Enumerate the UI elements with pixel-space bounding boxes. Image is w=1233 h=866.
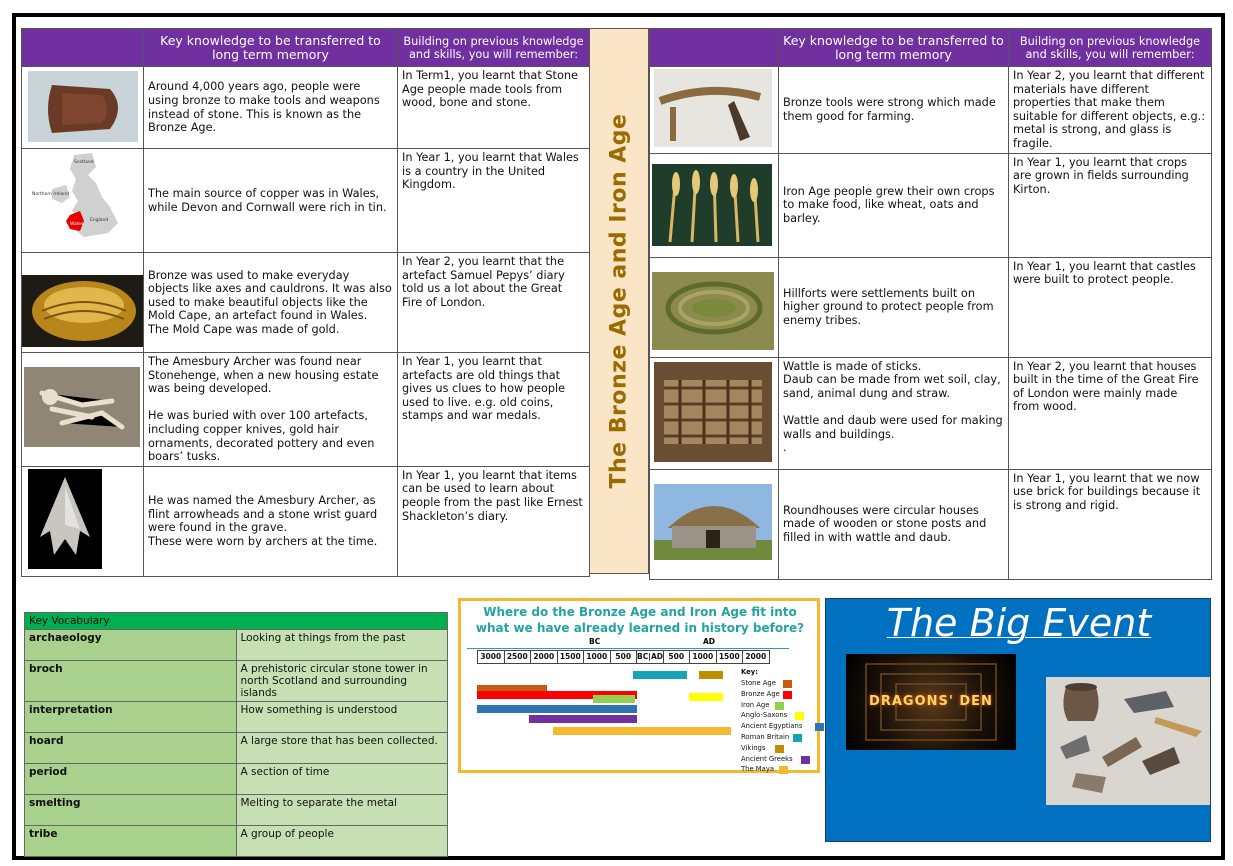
timeline-year: 1000 [583,650,611,664]
timeline-period-bar [689,693,723,701]
knowledge-cell: Wattle is made of sticks. Daub can be made from wet soil, clay, sand, animal dung and straw. Wattle and daub were used for making walls and buildings. . [779,357,1009,469]
knowledge-cell: Hillforts were settlements built on higher ground to protect people from enemy tribes. [779,257,1009,357]
key-item-label: Ancient Greeks [741,754,793,763]
key-item-label: Bronze Age [741,689,780,698]
wheat-crops-image [650,153,779,257]
timeline-year: 2000 [530,650,558,664]
wattle-and-daub-image [650,357,779,469]
ad-label: AD [703,637,716,646]
big-event-title: The Big Event [886,601,1152,645]
bronze-plough-image [650,67,779,154]
vocab-definition: A large store that has been collected. [236,733,448,764]
vocab-term: smelting [25,795,237,826]
knowledge-cell: Around 4,000 years ago, people were using bronze to make tools and weapons instead of stone. This is known as the Bronze Age. [144,67,398,149]
key-item-label: Vikings [741,743,766,752]
previous-cell: In Year 1, you learnt that items can be used to learn about people from the past like Ernest Shackleton’s diary. [398,466,590,576]
timeline-year: BC|AD [636,650,664,664]
vocab-definition: How something is understood [236,702,448,733]
timeline-period-bar [553,727,731,735]
previous-cell: In Year 2, you learnt that the artefact Samuel Pepys’ diary told us a lot about the Great Fire of London. [398,253,590,353]
vocab-term: hoard [25,733,237,764]
timeline-period-bar [477,705,637,713]
big-event-panel [825,598,1211,842]
hillfort-image [650,257,779,357]
map-label-northern-ireland: Northern Ireland [32,192,69,197]
previous-cell: In Year 2, you learnt that houses built in the time of the Great Fire of London were mainly made from wood. [1009,357,1212,469]
vocab-title: Key Vocabulary [25,613,448,630]
key-title: Key: [741,668,758,676]
mold-cape-image [22,253,144,353]
key-color-swatch [779,766,788,774]
vocab-row [25,764,448,795]
vocab-term: period [25,764,237,795]
previous-cell: In Year 2, you learnt that different materials have different properties that make them suitable for different objects, e.g.: metal is strong, and glass is fragile. [1009,67,1212,154]
timeline-year: 1500 [716,650,744,664]
vocab-row [25,661,448,702]
vocab-term: broch [25,661,237,702]
timeline-axis [467,648,789,649]
vocab-term: archaeology [25,630,237,661]
dragons-den-image [846,654,1016,750]
right-knowledge-table [649,28,1212,580]
bronze-axe-image [22,67,144,149]
key-color-swatch [793,734,802,742]
knowledge-cell: The Amesbury Archer was found near Stonehenge, when a new housing estate was being developed. He was buried with over 100 artefacts, including copper knives, gold hair ornaments, decorated pottery and even boars’ tusks. [144,353,398,467]
previous-cell: In Year 1, you learnt that we now use brick for buildings because it is strong and rigid. [1009,469,1212,579]
previous-cell: In Year 1, you learnt that crops are grown in fields surrounding Kirton. [1009,153,1212,257]
key-item-label: Ancient Egyptians [741,722,803,731]
map-label-england: England [90,218,109,223]
vocab-term: tribe [25,826,237,857]
knowledge-cell: Iron Age people grew their own crops to make food, like wheat, oats and barley. [779,153,1009,257]
left-knowledge-table [21,28,590,577]
key-item-label: Iron Age [741,700,770,709]
vocab-term: interpretation [25,702,237,733]
key-color-swatch [775,745,784,753]
center-title-band [589,28,649,574]
timeline-title: Where do the Bronze Age and Iron Age fit into what we have already learned in history before? [475,605,805,635]
dragons-den-text: DRAGONS' DEN [869,694,993,709]
previous-knowledge-header: Building on previous knowledge and skills, you will remember: [1009,29,1212,67]
knowledge-cell: Bronze was used to make everyday objects like axes and cauldrons. It was also used to make beautiful objects like the Mold Cape, an artefact found in Wales. The Mold Cape was made of gold. [144,253,398,353]
timeline-year: 1500 [557,650,585,664]
history-timeline [458,598,820,773]
bc-label: BC [589,637,601,646]
key-item-label: Roman Britain [741,733,790,741]
knowledge-header: Key knowledge to be transferred to long term memory [144,29,398,67]
timeline-period-bar [699,671,723,679]
timeline-year: 500 [663,650,691,664]
vocab-row [25,826,448,857]
timeline-year: 500 [610,650,638,664]
amesbury-skeleton-image [22,353,144,467]
timeline-period-bar [593,695,635,703]
vocab-definition: A prehistoric circular stone tower in north Scotland and surrounding islands [236,661,448,702]
key-color-swatch [795,712,804,720]
knowledge-cell: The main source of copper was in Wales, while Devon and Cornwall were rich in tin. [144,149,398,253]
uk-map-image [22,149,144,253]
previous-cell: In Year 1, you learnt that Wales is a country in the United Kingdom. [398,149,590,253]
previous-cell: In Term1, you learnt that Stone Age people made tools from wood, bone and stone. [398,67,590,149]
previous-cell: In Year 1, you learnt that artefacts are old things that gives us clues to how people used to live. e.g. old coins, stamps and war medals. [398,353,590,467]
knowledge-cell: Roundhouses were circular houses made of wooden or stone posts and filled in with wattle and daub. [779,469,1009,579]
timeline-year: 3000 [477,650,505,664]
timeline-year: 1000 [689,650,717,664]
vocab-row [25,733,448,764]
timeline-period-bar [633,671,687,679]
key-color-swatch [815,723,824,731]
key-item-label: Stone Age [741,679,776,687]
vocab-definition: A group of people [236,826,448,857]
vocab-row [25,795,448,826]
vocab-definition: Melting to separate the metal [236,795,448,826]
map-label-scotland: Scotland [74,160,94,165]
key-color-swatch [801,756,810,764]
key-color-swatch [783,691,792,699]
image-header-right [650,29,779,67]
knowledge-header: Key knowledge to be transferred to long term memory [779,29,1009,67]
previous-cell: In Year 1, you learnt that castles were built to protect people. [1009,257,1212,357]
key-vocabulary-table [24,612,448,857]
previous-knowledge-header: Building on previous knowledge and skills, you will remember: [398,29,590,67]
knowledge-cell: Bronze tools were strong which made them good for farming. [779,67,1009,154]
center-title: The Bronze Age and Iron Age [606,113,632,489]
vocab-row [25,630,448,661]
key-item-label: Anglo-Saxons [741,711,788,720]
flint-arrowhead-image [22,466,144,576]
vocab-definition: Looking at things from the past [236,630,448,661]
vocab-row [25,702,448,733]
timeline-year: 2500 [504,650,532,664]
map-label-wales: Wales [70,222,84,227]
timeline-year: 2000 [742,650,770,664]
timeline-period-bar [529,715,637,723]
roundhouse-image [650,469,779,579]
key-item-label: The Maya [741,765,775,774]
key-color-swatch [775,702,784,710]
vocab-definition: A section of time [236,764,448,795]
knowledge-cell: He was named the Amesbury Archer, as flint arrowheads and a stone wrist guard were found in the grave. These were worn by archers at the time. [144,466,398,576]
image-header-left [22,29,144,67]
bronze-age-artifacts-image [1046,677,1210,805]
key-color-swatch [783,680,792,688]
